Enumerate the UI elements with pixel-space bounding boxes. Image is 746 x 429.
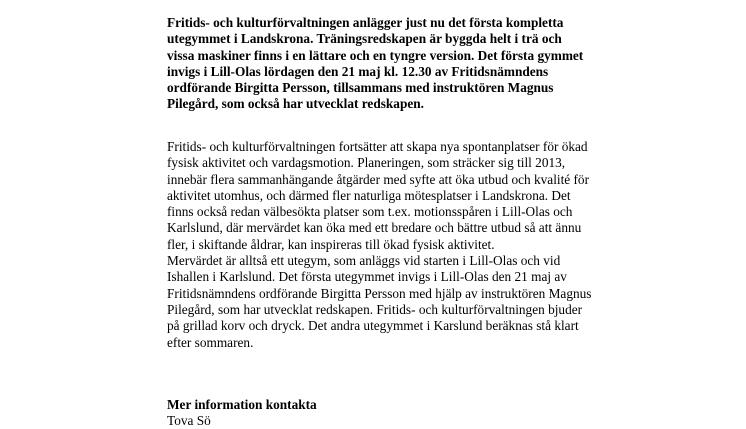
body-line: fler, i skiftande åldrar, kan inspireras till ökad fysisk aktivitet. [167,236,495,252]
body-line: Mervärdet är alltså ett utegym, som anläggs vid starten i Lill-Olas och vid [167,253,561,269]
lead-paragraph [167,15,687,113]
body-line: Fritids- och kulturförvaltningen fortsätter att skapa nya spontanplatser för ökad [167,139,588,154]
body-line: finns också redan välbesökta platser som t.ex. motionsspåren i Lill-Olas och [167,204,573,220]
contact-heading: Mer information kontakta [167,397,317,412]
document [167,15,687,428]
body-line: fysisk aktivitet och vardagsmotion. Planeringen, som sträcker sig till 2013, [167,155,566,171]
body-line: Fritidsnämndens ordförande Birgitta Persson med hjälp av instruktören Magnus [167,285,592,301]
lead-line: invigs i Lill-Olas lördagen den 21 maj kl. 12.30 av Fritidsnämndens [167,63,549,79]
lead-line: utegymmet i Landskrona. Träningsredskapen är byggda helt i trä och [167,31,562,47]
body-line: aktivitet utomhus, och därmed fler naturliga mötesplatser i Landskrona. Det [167,187,571,203]
body-paragraph [167,139,591,351]
lead-line: ordförande Birgitta Persson, tillsammans med instruktören Magnus [167,80,554,96]
body-line: Ishallen i Karlslund. Det första utegymmet invigs i Lill-Olas den 21 maj av [167,269,567,285]
lead-line: Fritids- och kulturförvaltningen anlägger just nu det första kompletta [167,15,564,30]
contact-name: Tova Sö [167,413,211,428]
body-line: innebär flera sammanhängande åtgärder med syfte att öka utbud och kvalité för [167,171,590,187]
body-line: Pilegård, som har utvecklat redskapen. Fritids- och kulturförvaltningen bjuder [167,301,583,317]
body-line: efter sommaren. [167,334,254,350]
lead-line: Pilegård, som också har utvecklat redskapen. [167,96,424,112]
body-line: på grillad korv och dryck. Det andra utegymmet i Karslund beräknas stå klart [167,318,579,334]
lead-line: vissa maskiner finns i en lättare och en tyngre version. Det första gymmet [167,47,584,63]
body-line: Karlslund, där mervärdet kan öka med ett bredare och bättre utbud så att ännu [167,220,582,236]
